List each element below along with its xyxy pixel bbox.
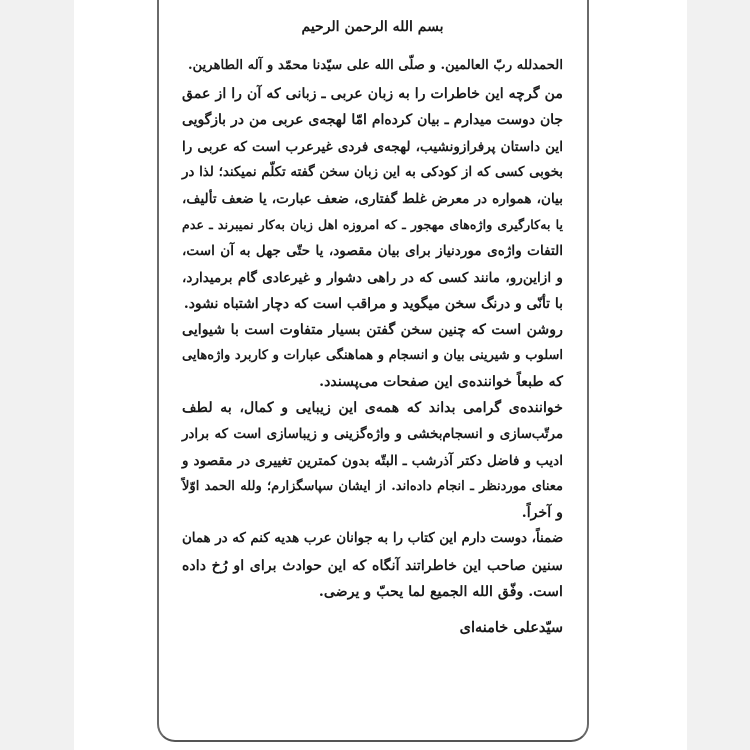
text-line: بخوبی کسی که از کودکی به این زبان سخن گفته تکلّم نمیکند؛ لذا در [182, 164, 563, 180]
paragraph-3 [182, 395, 563, 526]
text-line: روشن است که چنین سخن گفتن بسیار متفاوت است با شیوایی [182, 321, 563, 338]
signature: سیّدعلی خامنه‌ای [459, 618, 563, 636]
text-line: این داستان پرفرازونشیب، لهجه‌ی فردی غیرعرب است که عربی را [182, 138, 563, 155]
text-line: سنین صاحب این خاطراتند آنگاه که این حوادث برای او رُخ داده [182, 557, 563, 574]
paragraph-1 [182, 81, 563, 317]
text-line: و ازاین‌رو، مانند کسی که در راهی دشوار و غیرعادی گام برمیدارد، [182, 269, 563, 286]
text-line: است. وفّق الله الجمیع لما یحبّ و یرضی. [318, 583, 563, 600]
opening-line: الحمدلله ربّ العالمین. و صلّی الله علی سیّدنا محمّد و آله الطاهرین. [188, 58, 563, 73]
text-line: خواننده‌ی گرامی بداند که همه‌ی این زیبایی و کمال، به لطف [182, 400, 563, 417]
basmala-heading: بسم الله الرحمن الرحیم [301, 19, 444, 35]
text-line: اسلوب و شیرینی بیان و انسجام و هماهنگی عبارات و کاربرد واژه‌هایی [182, 348, 563, 364]
document-page [74, 0, 687, 750]
text-line: مرتّب‌سازی و انسجام‌بخشی و واژه‌گزینی و زیباسازی است که برادر [182, 426, 563, 442]
text-line: ادیب و فاضل دکتر آذرشب ـ البتّه بدون کمترین تغییری در مقصود و [182, 452, 563, 469]
text-line: یا به‌کارگیری واژه‌های مهجور ـ که امروزه اهل زبان به‌کار نمیبرند ـ عدم [182, 217, 563, 233]
text-line: التفات واژه‌ی موردنیاز برای بیان مقصود، یا حتّی جهل به آن است، [182, 243, 563, 260]
text-line: جان دوست میدارم ـ بیان کرده‌ام امّا لهجه‌ی عربی من در بازگویی [182, 112, 563, 129]
text-line: با تأنّی و درنگ سخن میگوید و مراقب است که دچار اشتباه نشود. [183, 295, 563, 312]
paragraph-4 [182, 526, 563, 605]
text-line: و آخراً. [521, 505, 563, 522]
text-line: بیان، همواره در معرض غلط گفتاری، ضعف عبارت، یا ضعف تألیف، [182, 190, 563, 207]
text-line: ضمناً، دوست دارم این کتاب را به جوانان عرب هدیه کنم که در همان [182, 531, 563, 547]
document-text [182, 13, 563, 641]
text-line: معنای موردنظر ـ انجام داده‌اند. از ایشان سپاسگزارم؛ ولله الحمد اوّلاً [182, 479, 563, 494]
paragraph-2 [182, 317, 563, 396]
text-line: که طبعاً خواننده‌ی این صفحات می‌پسندد. [319, 374, 563, 391]
text-line: من گرچه این خاطرات را به زبان عربی ـ زبانی که آن را از عمق [182, 86, 563, 103]
